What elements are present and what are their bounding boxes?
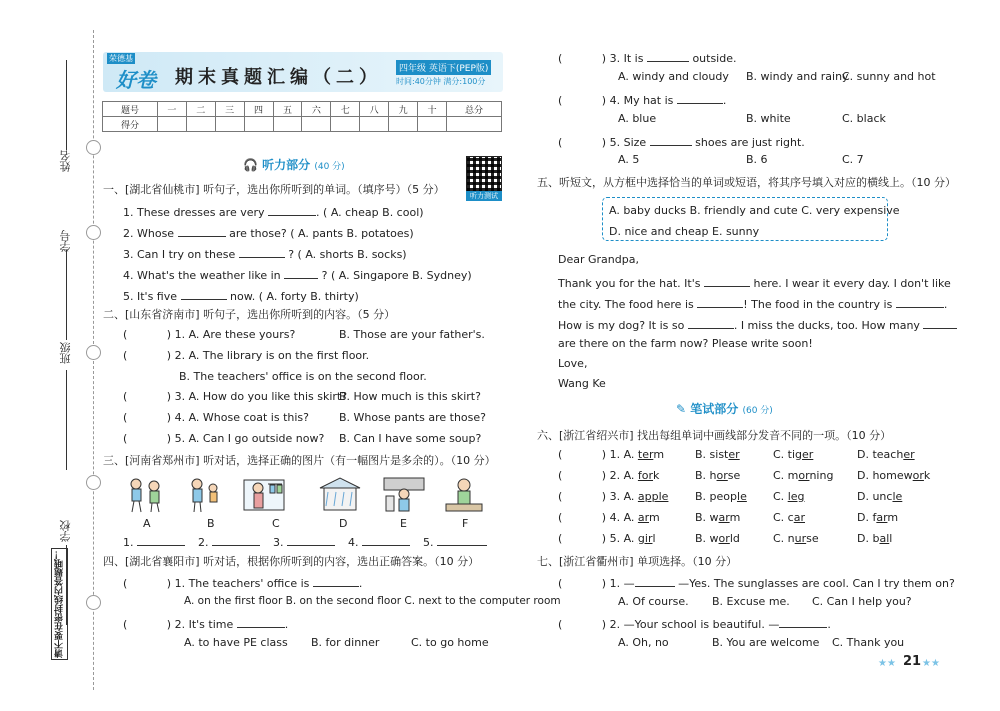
s4-q2: ( ) 2. It's time . bbox=[123, 615, 288, 631]
answer-blank[interactable] bbox=[268, 203, 316, 216]
score-header-cell: 七 bbox=[331, 102, 360, 117]
qr-code[interactable] bbox=[466, 156, 502, 192]
score-header-cell: 三 bbox=[215, 102, 244, 117]
s4-q2-option: A. to have PE class bbox=[184, 636, 288, 649]
picture-b bbox=[183, 476, 227, 514]
section6-heading: 六、[浙江省绍兴市] 找出每组单词中画线部分发音不同的一项。（10 分） bbox=[537, 429, 892, 442]
score-header-cell: 二 bbox=[186, 102, 215, 117]
s4-q5: ( ) 5. Size shoes are just right. bbox=[558, 133, 805, 149]
section2-heading: 二、[山东省济南市] 听句子，选出你所听到的内容。（5 分） bbox=[103, 308, 396, 321]
score-table bbox=[102, 101, 502, 132]
answer-blank[interactable] bbox=[237, 615, 285, 628]
s7-q2-option: B. You are welcome bbox=[712, 636, 820, 649]
seal-line bbox=[93, 30, 94, 690]
headphones-icon: 🎧 bbox=[243, 158, 258, 172]
s6-option-b: B. sister bbox=[695, 448, 740, 461]
score-row bbox=[103, 117, 502, 132]
s4-q5-option: A. 5 bbox=[618, 153, 640, 166]
score-cell[interactable] bbox=[244, 117, 273, 132]
score-header-cell: 五 bbox=[273, 102, 302, 117]
s4-q4-option: B. white bbox=[746, 112, 791, 125]
answer-blank[interactable] bbox=[181, 287, 227, 300]
score-cell[interactable] bbox=[331, 117, 360, 132]
s2-item: ( ) 2. A. The library is on the first floor. bbox=[123, 349, 370, 362]
s6-option-c: C. leg bbox=[773, 490, 805, 503]
brand-logo: 好卷 bbox=[116, 68, 156, 92]
section7-heading: 七、[浙江省衢州市] 单项选择。（10 分） bbox=[537, 555, 738, 568]
s2-item: ( ) 5. A. Can I go outside now? bbox=[123, 432, 325, 445]
s6-option-d: D. homework bbox=[857, 469, 931, 482]
page-title: 期末真题汇编（二） bbox=[175, 67, 382, 88]
answer-blank[interactable] bbox=[362, 533, 410, 546]
s1-item: 2. Whose are those? ( A. pants B. potatoes) bbox=[123, 224, 414, 240]
star-icon: ★★ bbox=[878, 658, 896, 669]
section4-heading: 四、[湖北省襄阳市] 听对话，根据你所听到的内容，选出正确答案。（10 分） bbox=[103, 555, 480, 568]
answer-blank[interactable] bbox=[688, 316, 734, 329]
answer-blank[interactable] bbox=[635, 574, 675, 587]
answer-blank[interactable] bbox=[239, 245, 285, 258]
s2-option-b: B. The teachers' office is on the second floor. bbox=[179, 370, 427, 383]
letter-line: the city. The food here is ! The food in the country is . bbox=[558, 295, 947, 311]
class-line bbox=[66, 370, 67, 470]
answer-blank[interactable] bbox=[697, 295, 743, 308]
score-header-cell: 十 bbox=[418, 102, 447, 117]
score-header-row bbox=[103, 102, 502, 117]
picture-letter: C bbox=[272, 517, 280, 530]
answer-blank[interactable] bbox=[178, 224, 226, 237]
score-cell[interactable] bbox=[302, 117, 331, 132]
score-header-cell: 一 bbox=[157, 102, 186, 117]
answer-blank[interactable] bbox=[647, 49, 689, 62]
s4-q3: ( ) 3. It is outside. bbox=[558, 49, 737, 65]
score-header-cell: 四 bbox=[244, 102, 273, 117]
score-cell[interactable] bbox=[360, 117, 389, 132]
answer-blank[interactable] bbox=[677, 91, 723, 104]
s4-q2-option: B. for dinner bbox=[311, 636, 380, 649]
letter-closing: Love, bbox=[558, 357, 588, 370]
letter-greeting: Dear Grandpa, bbox=[558, 253, 639, 266]
writing-section-title: ✎ 笔试部分 (60 分) bbox=[676, 402, 773, 416]
section5-heading: 五、听短文，从方框中选择恰当的单词或短语，将其序号填入对应的横线上。（10 分） bbox=[537, 176, 956, 189]
section3-heading: 三、[河南省郑州市] 听对话，选择正确的图片（有一幅图片是多余的）。（10 分） bbox=[103, 454, 496, 467]
s6-option-d: D. farm bbox=[857, 511, 899, 524]
brand-label: 荣德基 bbox=[109, 54, 133, 63]
answer-blank[interactable] bbox=[212, 533, 260, 546]
id-label: 学号 bbox=[59, 230, 72, 252]
s7-q2: ( ) 2. —Your school is beautiful. — . bbox=[558, 615, 831, 631]
section1-heading: 一、[湖北省仙桃市] 听句子，选出你所听到的单词。（填序号）（5 分） bbox=[103, 183, 445, 196]
score-header-cell: 八 bbox=[360, 102, 389, 117]
binding-gutter bbox=[0, 0, 90, 711]
answer-blank[interactable] bbox=[287, 533, 335, 546]
s3-blank: 2. bbox=[198, 533, 260, 549]
picture-letter: E bbox=[400, 517, 407, 530]
answer-blank[interactable] bbox=[137, 533, 185, 546]
picture-d bbox=[318, 476, 362, 514]
s3-blank: 5. bbox=[423, 533, 487, 549]
id-line bbox=[66, 250, 67, 340]
s7-q1-option: A. Of course. bbox=[618, 595, 689, 608]
s7-q1: ( ) 1. — —Yes. The sunglasses are cool. Can I try them on? bbox=[558, 574, 955, 590]
s4-q5-option: C. 7 bbox=[842, 153, 864, 166]
picture-letter: B bbox=[207, 517, 215, 530]
score-header-cell: 九 bbox=[389, 102, 418, 117]
qr-label: 听力测试 bbox=[466, 191, 502, 201]
picture-f bbox=[442, 476, 486, 514]
s4-q3-option: C. sunny and hot bbox=[842, 70, 936, 83]
s2-item: ( ) 4. A. Whose coat is this? bbox=[123, 411, 309, 424]
pencil-icon: ✎ bbox=[676, 402, 687, 416]
letter-line: Thank you for the hat. It's here. I wear it every day. I don't like bbox=[558, 274, 951, 290]
s6-option-b: B. people bbox=[695, 490, 747, 503]
score-cell[interactable] bbox=[446, 117, 501, 132]
s2-option-b: B. Whose pants are those? bbox=[339, 411, 486, 424]
s7-q1-option: C. Can I help you? bbox=[812, 595, 912, 608]
seal-circle bbox=[86, 475, 101, 490]
seal-circle bbox=[86, 225, 101, 240]
seal-circle bbox=[86, 140, 101, 155]
s1-item: 3. Can I try on these ? ( A. shorts B. socks) bbox=[123, 245, 407, 261]
score-cell[interactable] bbox=[157, 117, 186, 132]
s4-q4-option: C. black bbox=[842, 112, 886, 125]
s6-option-b: B. world bbox=[695, 532, 740, 545]
picture-e bbox=[382, 476, 426, 514]
s6-row: ( ) 1. A. term bbox=[558, 448, 665, 461]
picture-letter: A bbox=[143, 517, 151, 530]
s3-blank: 3. bbox=[273, 533, 335, 549]
s4-q1-options: A. on the first floor B. on the second floor C. next to the computer room bbox=[184, 595, 561, 607]
s6-option-d: D. teacher bbox=[857, 448, 915, 461]
s2-option-b: B. Those are your father's. bbox=[339, 328, 485, 341]
score-row-label: 得分 bbox=[103, 117, 158, 132]
s6-option-c: C. nurse bbox=[773, 532, 819, 545]
score-cell[interactable] bbox=[273, 117, 302, 132]
s6-option-b: B. horse bbox=[695, 469, 741, 482]
footer-stars-right bbox=[922, 656, 940, 669]
s4-q5-option: B. 6 bbox=[746, 153, 768, 166]
time-info: 时间:40分钟 满分:100分 bbox=[396, 77, 486, 86]
s6-row: ( ) 2. A. fork bbox=[558, 469, 660, 482]
answer-blank[interactable] bbox=[896, 295, 944, 308]
s6-row: ( ) 3. A. apple bbox=[558, 490, 669, 503]
score-header-cell: 题号 bbox=[103, 102, 158, 117]
s2-option-b: B. How much is this skirt? bbox=[339, 390, 481, 403]
s2-option-b: B. Can I have some soup? bbox=[339, 432, 482, 445]
s6-option-c: C. morning bbox=[773, 469, 834, 482]
picture-letter: F bbox=[462, 517, 469, 530]
s1-item: 5. It's five now. ( A. forty B. thirty) bbox=[123, 287, 359, 303]
name-line bbox=[66, 60, 67, 150]
s6-option-d: D. ball bbox=[857, 532, 893, 545]
seal-circle bbox=[86, 345, 101, 360]
class-label: 班级 bbox=[59, 342, 72, 364]
s6-option-d: D. uncle bbox=[857, 490, 903, 503]
picture-c bbox=[242, 476, 286, 514]
word-box-line: A. baby ducks B. friendly and cute C. very expensive bbox=[609, 204, 900, 217]
s3-blank: 4. bbox=[348, 533, 410, 549]
picture-letter: D bbox=[339, 517, 348, 530]
s3-blank: 1. bbox=[123, 533, 185, 549]
s4-q2-option: C. to go home bbox=[411, 636, 489, 649]
answer-blank[interactable] bbox=[650, 133, 692, 146]
seal-circle bbox=[86, 595, 101, 610]
s7-q2-option: C. Thank you bbox=[832, 636, 905, 649]
letter-line: How is my dog? It is so . I miss the ducks, too. How many bbox=[558, 316, 957, 332]
word-box-line: D. nice and cheap E. sunny bbox=[609, 225, 760, 238]
answer-blank[interactable] bbox=[779, 615, 827, 628]
score-header-cell: 六 bbox=[302, 102, 331, 117]
score-cell[interactable] bbox=[215, 117, 244, 132]
letter-line: are there on the farm now? Please write soon! bbox=[558, 337, 813, 350]
answer-blank[interactable] bbox=[704, 274, 750, 287]
answer-blank[interactable] bbox=[313, 574, 359, 587]
s2-item: ( ) 1. A. Are these yours? bbox=[123, 328, 296, 341]
answer-blank[interactable] bbox=[437, 533, 487, 546]
score-header-cell: 总分 bbox=[446, 102, 501, 117]
s4-q4-option: A. blue bbox=[618, 112, 657, 125]
s4-q3-option: B. windy and rainy bbox=[746, 70, 849, 83]
score-cell[interactable] bbox=[186, 117, 215, 132]
s6-row: ( ) 5. A. girl bbox=[558, 532, 656, 545]
picture-a bbox=[124, 476, 168, 514]
page-number: 21 bbox=[903, 654, 922, 669]
answer-blank[interactable] bbox=[284, 266, 318, 279]
s4-q3-option: A. windy and cloudy bbox=[618, 70, 729, 83]
s4-q4: ( ) 4. My hat is . bbox=[558, 91, 726, 107]
score-cell[interactable] bbox=[389, 117, 418, 132]
footer-stars-left bbox=[878, 656, 896, 669]
s1-item: 1. These dresses are very . ( A. cheap B. cool) bbox=[123, 203, 424, 219]
s7-q2-option: A. Oh, no bbox=[618, 636, 669, 649]
s6-option-c: C. car bbox=[773, 511, 805, 524]
s2-item: ( ) 3. A. How do you like this skirt? bbox=[123, 390, 348, 403]
letter-signature: Wang Ke bbox=[558, 377, 606, 390]
seal-note: 请不要在密封线内答题哦！ bbox=[51, 548, 68, 660]
s6-option-c: C. tiger bbox=[773, 448, 814, 461]
answer-blank[interactable] bbox=[923, 316, 957, 329]
name-label: 姓名 bbox=[59, 150, 72, 172]
star-icon: ★★ bbox=[922, 658, 940, 669]
s6-row: ( ) 4. A. arm bbox=[558, 511, 660, 524]
s7-q1-option: B. Excuse me. bbox=[712, 595, 790, 608]
school-label: 学校 bbox=[59, 520, 72, 542]
score-cell[interactable] bbox=[418, 117, 447, 132]
s4-q1: ( ) 1. The teachers' office is . bbox=[123, 574, 362, 590]
grade-tag: 四年级 英语下(PEP版) bbox=[396, 60, 491, 75]
s1-item: 4. What's the weather like in ? ( A. Singapore B. Sydney) bbox=[123, 266, 472, 282]
listening-section-title: 🎧 听力部分 (40 分) bbox=[243, 158, 345, 172]
s6-option-b: B. warm bbox=[695, 511, 741, 524]
